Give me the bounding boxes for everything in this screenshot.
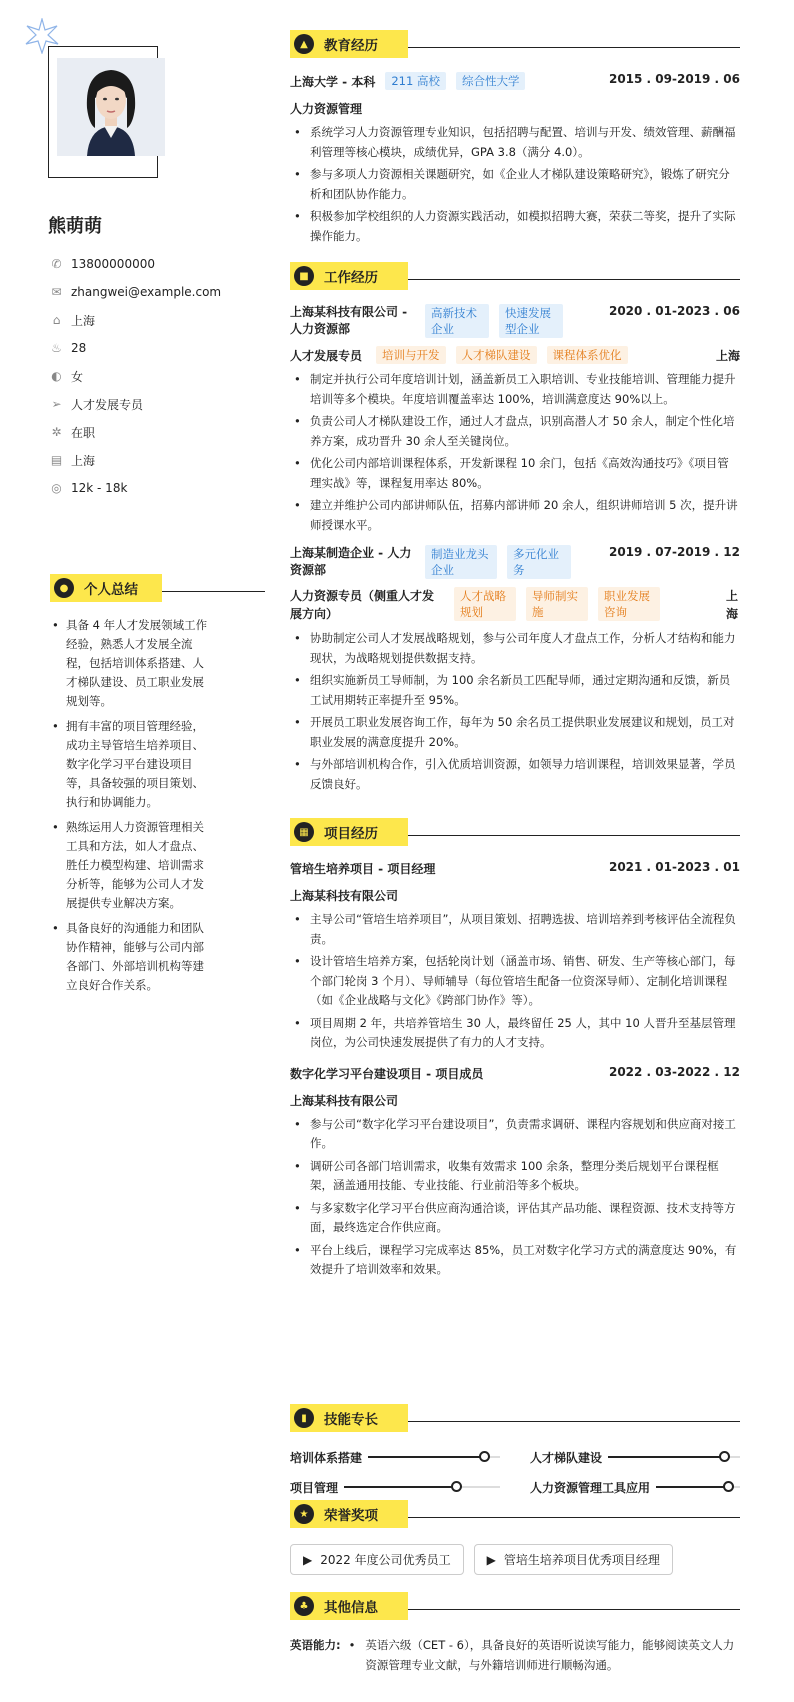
project-item: • 与多家数字化学习平台供应商沟通洽谈，评估其产品功能、课程资源、技术支持等方面，最终选定合作供应商。 — [290, 1199, 740, 1238]
awards-tag: ★ 荣誉奖项 — [290, 1500, 408, 1528]
mail-icon: ✉ — [51, 285, 62, 299]
other-header — [290, 1592, 740, 1620]
project-item: • 设计管培生培养方案，包括轮岗计划（涵盖市场、销售、研发、生产等核心部门，每个部门轮岗 3 个月）、导师辅导（每位管培生配备一位资深导师）、定制化培训课程（如《企业战略与文化》《跨部门协作》等）。 — [290, 952, 740, 1011]
awards-section — [290, 1500, 740, 1575]
school-name: 上海大学 - 本科 — [290, 74, 376, 89]
divider — [408, 1517, 740, 1518]
info-city: ▤ 上海 — [50, 453, 96, 468]
job-item: • 优化公司内部培训课程体系，开发新课程 10 余门，包括《高效沟通技巧》《项目管理实战》等，课程复用率达 80%。 — [290, 454, 740, 493]
skill-fill — [368, 1456, 484, 1458]
skill-fill — [608, 1456, 724, 1458]
play-icon: ▶ — [486, 1552, 496, 1567]
project-item: • 参与公司“数字化学习平台建设项目”，负责需求调研、课程内容规划和供应商对接工作。 — [290, 1115, 740, 1154]
summary-item: • 具备 4 年人才发展领域工作经验，熟悉人才发展全流程，包括培训体系搭建、人才梯队建设、员工职业发展规划等。 — [50, 616, 215, 711]
coin-icon: ◎ — [51, 481, 62, 495]
company-tag: 高新技术企业 — [425, 304, 489, 338]
skill-knob — [479, 1451, 490, 1462]
summary-header — [50, 574, 265, 602]
awards-header — [290, 1500, 740, 1528]
job-item: • 负责公司人才梯队建设工作，通过人才盘点，识别高潜人才 50 余人，制定个性化培养方案，成功晋升 30 余人至关键岗位。 — [290, 412, 740, 451]
projects-header — [290, 818, 740, 846]
education-item: • 积极参加学校组织的人力资源实践活动，如模拟招聘大赛，荣获二等奖，提升了实际操作能力。 — [290, 207, 740, 246]
role-tag: 课程体系优化 — [547, 346, 628, 364]
company-tag: 多元化业务 — [507, 545, 571, 579]
skills-section — [290, 1404, 740, 1496]
send-icon: ➢ — [51, 397, 62, 411]
project-item: • 调研公司各部门培训需求，收集有效需求 100 余条，整理分类后规划平台课程框架，涵盖通用技能、专业技能、行业前沿等多个板块。 — [290, 1157, 740, 1196]
summary-tag: ● 个人总结 — [50, 574, 162, 602]
work-section — [290, 262, 740, 797]
project-name: 管培生培养项目 - 项目经理 — [290, 862, 436, 876]
divider — [408, 47, 740, 48]
skill-bar — [656, 1486, 740, 1488]
skill-bar — [608, 1456, 740, 1458]
job-role: 人力资源专员（侧重人才发展方向） — [290, 589, 435, 621]
project-org: 上海某科技有限公司 — [290, 1093, 399, 1108]
bar-chart-icon: ▮ — [294, 1408, 314, 1428]
education-tag: ▲ 教育经历 — [290, 30, 408, 58]
project-date: 2021 . 01-2023 . 01 — [608, 860, 740, 874]
gear-icon: ✲ — [51, 425, 62, 439]
skill-item — [530, 1448, 740, 1466]
skills-grid — [290, 1448, 740, 1496]
phone-icon: ✆ — [51, 257, 62, 271]
briefcase-icon: ■ — [294, 266, 314, 286]
education-section — [290, 30, 740, 249]
info-location: ⌂ 上海 — [50, 306, 221, 334]
trophy-icon: ★ — [294, 1504, 314, 1524]
education-date: 2015 . 09-2019 . 06 — [608, 72, 740, 86]
project-item: • 平台上线后，课程学习完成率达 85%，员工对数字化学习方式的满意度达 90%，有效提升了培训效率和效果。 — [290, 1241, 740, 1280]
graduation-cap-icon: ▲ — [294, 34, 314, 54]
job-item: • 与外部培训机构合作，引入优质培训资源，如领导力培训课程，培训效果显著，学员反馈良好。 — [290, 755, 740, 794]
job-company: 上海某制造企业 - 人力资源部 — [290, 546, 412, 577]
summary-item: • 熟练运用人力资源管理相关工具和方法，如人才盘点、胜任力模型构建、培训需求分析等，能够为公司人才发展提供专业解决方案。 — [50, 818, 215, 913]
project-item: • 主导公司“管培生培养项目”，从项目策划、招聘选拔、培训培养到考核评估全流程负责。 — [290, 910, 740, 949]
info-gender: ◐ 女 — [51, 369, 84, 384]
other-section — [290, 1592, 740, 1675]
avatar — [57, 58, 165, 156]
award-item: ▶ 2022 年度公司优秀员工 — [290, 1544, 464, 1575]
role-tag: 人才梯队建设 — [456, 346, 537, 364]
project-header-row — [290, 860, 740, 877]
building-icon: ▤ — [50, 453, 63, 467]
work-tag: ■ 工作经历 — [290, 262, 408, 290]
job-date: 2019 . 07-2019 . 12 — [608, 545, 740, 559]
sidebar — [0, 0, 270, 1702]
home-icon: ⌂ — [52, 313, 61, 327]
job-city: 上海 — [726, 589, 739, 621]
profile-name: 熊萌萌 — [48, 216, 102, 237]
grid-icon: ▦ — [294, 822, 314, 842]
other-row: 英语能力: • 英语六级（CET - 6），具备良好的英语听说读写能力，能够阅读英文人力资源管理专业文献，与外籍培训师进行顺畅沟通。 — [290, 1636, 740, 1675]
project-item: • 项目周期 2 年，共培养管培生 30 人，最终留任 25 人，其中 10 人晋升至基层管理岗位，为公司快速发展提供了有力的人才支持。 — [290, 1014, 740, 1053]
job-header-row — [290, 304, 740, 338]
contact-info-list — [50, 250, 221, 502]
job-item: • 开展员工职业发展咨询工作，每年为 50 余名员工提供职业发展建议和规划，员工对职业发展的满意度提升 20%。 — [290, 713, 740, 752]
job-company: 上海某科技有限公司 - 人力资源部 — [290, 305, 408, 336]
job-item: • 协助制定公司人才发展战略规划，参与公司年度人才盘点工作，分析人才结构和能力现状，为战略规划提供数据支持。 — [290, 629, 740, 668]
divider — [162, 591, 265, 592]
project-entry — [290, 1065, 740, 1280]
projects-tag: ▦ 项目经历 — [290, 818, 408, 846]
skill-name: 项目管理 — [290, 1480, 339, 1495]
cake-icon: ♨ — [51, 341, 62, 355]
other-tag: ♣ 其他信息 — [290, 1592, 408, 1620]
skill-fill — [344, 1486, 456, 1488]
gender-icon: ◐ — [51, 369, 62, 383]
other-label: 英语能力: — [290, 1638, 341, 1652]
job-role-row — [290, 587, 740, 623]
school-tag: 211 高校 — [385, 72, 446, 90]
info-phone: ✆ 13800000000 — [51, 257, 155, 271]
job-city: 上海 — [715, 348, 740, 363]
project-org: 上海某科技有限公司 — [290, 889, 399, 903]
skill-name: 人力资源管理工具应用 — [530, 1480, 651, 1495]
skill-fill — [656, 1486, 728, 1488]
other-text: 英语六级（CET - 6），具备良好的英语听说读写能力，能够阅读英文人力资源管理专业文献，与外籍培训师进行顺畅沟通。 — [365, 1638, 735, 1672]
company-tag: 制造业龙头企业 — [425, 545, 497, 579]
job-item: • 建立并维护公司内部讲师队伍，招募内部讲师 20 余人，组织讲师培训 5 次，提升讲师授课水平。 — [290, 496, 740, 535]
job-header-row — [290, 545, 740, 579]
divider — [408, 1609, 740, 1610]
info-age: ♨ 28 — [51, 341, 87, 355]
divider — [408, 835, 740, 836]
summary-item: • 具备良好的沟通能力和团队协作精神，能够与公司内部各部门、外部培训机构等建立良好合作关系。 — [50, 919, 215, 995]
play-icon: ▶ — [303, 1552, 313, 1567]
major: 人力资源管理 — [290, 102, 363, 116]
education-item: • 参与多项人力资源相关课题研究，如《企业人才梯队建设策略研究》，锻炼了研究分析和团队协作能力。 — [290, 165, 740, 204]
summary-section — [50, 574, 215, 1001]
skills-header — [290, 1404, 740, 1432]
skill-item — [290, 1478, 500, 1496]
job-role: 人才发展专员 — [290, 348, 363, 363]
job-item: • 制定并执行公司年度培训计划，涵盖新员工入职培训、专业技能培训、管理能力提升培训等多个模块。年度培训覆盖率达 100%，培训满意度达 90%以上。 — [290, 370, 740, 409]
skill-bar — [344, 1486, 500, 1488]
skill-item — [530, 1478, 740, 1496]
skill-name: 培训体系搭建 — [290, 1450, 363, 1465]
company-tag: 快速发展型企业 — [499, 304, 563, 338]
skills-tag: ▮ 技能专长 — [290, 1404, 408, 1432]
education-item: • 系统学习人力资源管理专业知识，包括招聘与配置、培训与开发、绩效管理、薪酬福利管理等核心模块，成绩优异，GPA 3.8（满分 4.0）。 — [290, 123, 740, 162]
divider — [408, 279, 740, 280]
skill-name: 人才梯队建设 — [530, 1450, 603, 1465]
projects-section — [290, 818, 740, 1283]
person-icon: ♣ — [294, 1596, 314, 1616]
project-name: 数字化学习平台建设项目 - 项目成员 — [290, 1066, 484, 1081]
job-entry — [290, 545, 740, 794]
user-icon: ● — [54, 578, 74, 598]
project-date: 2022 . 03-2022 . 12 — [608, 1064, 740, 1079]
education-row — [290, 72, 740, 90]
divider — [408, 1421, 740, 1422]
skill-bar — [368, 1456, 500, 1458]
job-date: 2020 . 01-2023 . 06 — [608, 304, 740, 318]
school-tag: 综合性大学 — [456, 72, 526, 90]
summary-item: • 拥有丰富的项目管理经验，成功主导管培生培养项目、数字化学习平台建设项目等，具备较强的项目策划、执行和协调能力。 — [50, 717, 215, 812]
project-header-row — [290, 1065, 740, 1082]
skill-item — [290, 1448, 500, 1466]
job-role-row — [290, 346, 740, 364]
awards-list — [290, 1544, 740, 1575]
role-tag: 培训与开发 — [376, 346, 446, 364]
job-entry — [290, 304, 740, 535]
skill-knob — [451, 1481, 462, 1492]
job-item: • 组织实施新员工导师制，为 100 余名新员工匹配导师，通过定期沟通和反馈，新员工试用期转正率提升至 95%。 — [290, 671, 740, 710]
info-email[interactable]: ✉ zhangwei@example.com — [51, 285, 222, 299]
role-tag: 导师制实施 — [526, 587, 588, 621]
role-tag: 人才战略规划 — [454, 587, 516, 621]
info-position: ➢ 人才发展专员 — [51, 397, 144, 412]
role-tag: 职业发展咨询 — [598, 587, 660, 621]
project-entry — [290, 860, 740, 1053]
award-item: ▶ 管培生培养项目优秀项目经理 — [474, 1544, 673, 1575]
skill-knob — [723, 1481, 734, 1492]
info-salary: ◎ 12k - 18k — [51, 481, 128, 495]
education-header — [290, 30, 740, 58]
info-status: ✲ 在职 — [51, 425, 96, 440]
skill-knob — [719, 1451, 730, 1462]
work-header — [290, 262, 740, 290]
